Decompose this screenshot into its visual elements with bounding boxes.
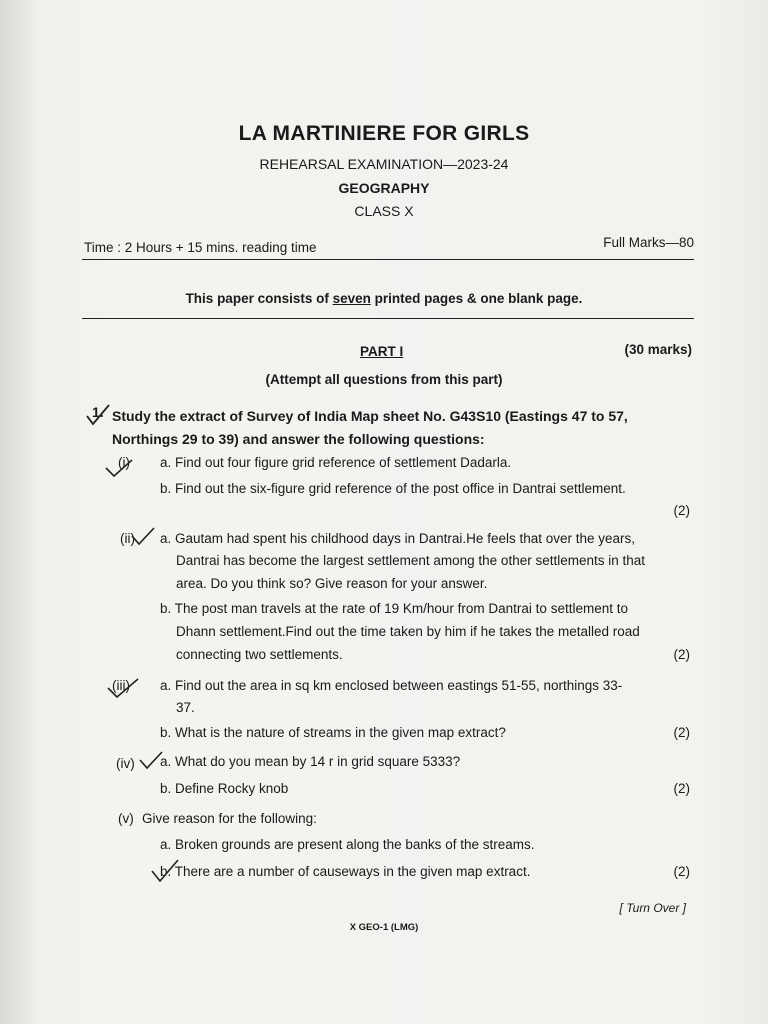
item-i-number: (i) (118, 455, 130, 470)
header-rule (82, 259, 694, 260)
item-ii-b-line1: b. The post man travels at the rate of 19 Km/hour from Dantrai to settlement to (160, 601, 628, 616)
item-iv-b: b. Define Rocky knob (160, 781, 289, 796)
school-name: LA MARTINIERE FOR GIRLS (238, 122, 530, 145)
item-v-number: (v) (118, 811, 134, 826)
item-iii-a-line2: 37. (176, 700, 195, 715)
turn-over-note: [ Turn Over ] (619, 901, 686, 915)
item-ii-number: (ii) (120, 531, 135, 546)
item-iii-marks: (2) (673, 725, 690, 740)
exam-title: REHEARSAL EXAMINATION—2023-24 (259, 156, 509, 172)
handwritten-tick-icon (150, 857, 180, 885)
item-iv-a: a. What do you mean by 14 r in grid square 5333? (160, 754, 461, 769)
item-iii-a-line1: a. Find out the area in sq km enclosed between eastings 51-55, northings 33- (160, 678, 623, 693)
item-i-b: b. Find out the six-figure grid reference of the post office in Dantrai settlement. (160, 481, 626, 496)
part-title: PART I (360, 344, 404, 359)
pages-notice (0, 291, 768, 306)
class-title: CLASS X (354, 203, 414, 219)
item-v-a: a. Broken grounds are present along the banks of the streams. (160, 837, 535, 852)
full-marks: Full Marks—80 (603, 235, 694, 250)
handwritten-tick-icon (106, 676, 140, 700)
item-iv-number: (iv) (116, 756, 135, 771)
item-ii-a-line1: a. Gautam had spent his childhood days in Dantrai.He feels that over the years, (160, 531, 636, 546)
item-ii-b-line3: connecting two settlements. (176, 647, 343, 662)
notice-rule (82, 318, 694, 319)
notice-underlined: seven (332, 291, 371, 306)
time-allowed: Time : 2 Hours + 15 mins. reading time (84, 240, 317, 255)
notice-before: This paper consists of (185, 291, 333, 306)
subject-title: GEOGRAPHY (338, 180, 430, 196)
handwritten-tick-icon (130, 526, 156, 548)
handwritten-tick-icon (104, 458, 134, 480)
part-marks: (30 marks) (624, 342, 692, 357)
item-i-marks: (2) (673, 503, 690, 518)
question-number: 1. (92, 404, 104, 420)
question-1-text: Study the extract of Survey of India Map sheet No. G43S10 (Eastings 47 to 57, Northings 29 to 39) and answer the following questions: (112, 408, 628, 447)
item-iii-number: (iii) (112, 678, 130, 693)
item-ii-b-line2: Dhann settlement.Find out the time taken by him if he takes the metalled road (176, 624, 640, 639)
item-v-stem: Give reason for the following: (142, 811, 317, 826)
item-i-a: a. Find out four figure grid reference of settlement Dadarla. (160, 455, 512, 470)
item-v-b: b. There are a number of causeways in the given map extract. (160, 864, 531, 879)
item-iv-marks: (2) (673, 781, 690, 796)
item-v-marks: (2) (673, 864, 690, 879)
part-instruction: (Attempt all questions from this part) (265, 372, 503, 387)
item-ii-a-line2: Dantrai has become the largest settlement among the other settlements in that (176, 553, 646, 568)
notice-after: printed pages & one blank page. (370, 291, 583, 306)
paper-code: X GEO-1 (LMG) (349, 922, 419, 933)
handwritten-tick-icon (84, 402, 112, 428)
handwritten-tick-icon (138, 750, 164, 772)
item-iii-b: b. What is the nature of streams in the given map extract? (160, 725, 506, 740)
item-ii-a-line3: area. Do you think so? Give reason for your answer. (176, 576, 488, 591)
item-ii-marks: (2) (673, 647, 690, 662)
